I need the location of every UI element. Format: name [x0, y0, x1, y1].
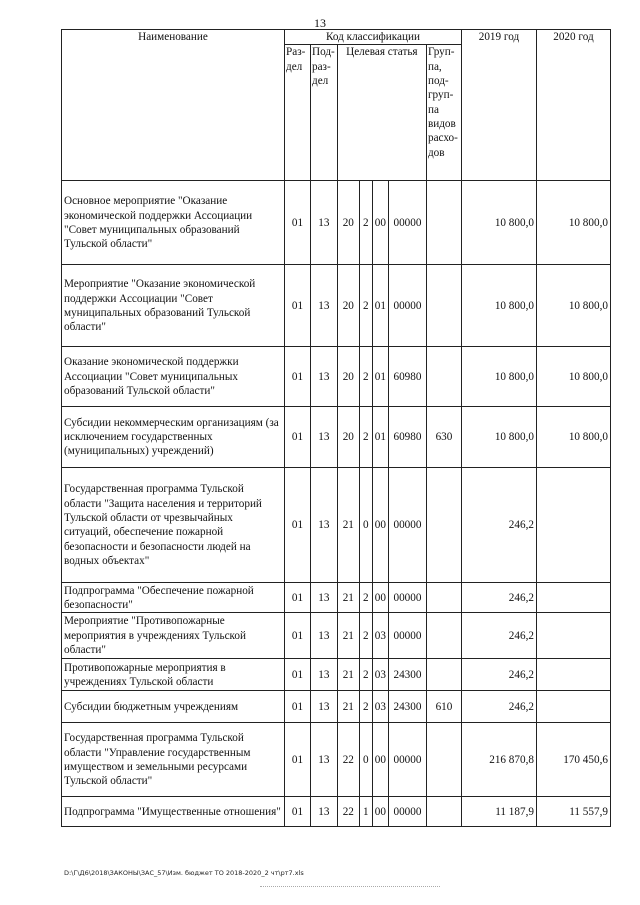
cell-event: 03 — [372, 659, 388, 691]
cell-podrazdel: 13 — [311, 181, 338, 265]
cell-event: 00 — [372, 723, 388, 797]
cell-event: 01 — [372, 347, 388, 407]
cell-2019: 246,2 — [461, 613, 536, 659]
cell-razdel: 01 — [285, 583, 311, 613]
cell-expense-group: 610 — [426, 691, 461, 723]
cell-2020: 170 450,6 — [536, 723, 610, 797]
cell-expense-group: 630 — [426, 407, 461, 468]
cell-razdel: 01 — [285, 468, 311, 583]
cell-2019: 10 800,0 — [461, 347, 536, 407]
row-name: Подпрограмма "Обеспечение пожарной безопасности" — [62, 583, 285, 613]
table-row — [62, 347, 611, 407]
cell-podrazdel: 13 — [311, 583, 338, 613]
cell-program: 22 — [337, 723, 359, 797]
cell-2020: 10 800,0 — [536, 347, 610, 407]
cell-event: 00 — [372, 181, 388, 265]
cell-razdel: 01 — [285, 407, 311, 468]
page-number: 13 — [314, 16, 326, 30]
cell-subprogram: 2 — [359, 265, 372, 347]
cell-podrazdel: 13 — [311, 265, 338, 347]
cell-subprogram: 2 — [359, 407, 372, 468]
cell-direction: 00000 — [388, 723, 426, 797]
cell-program: 21 — [337, 468, 359, 583]
row-name: Оказание экономической поддержки Ассоциации "Совет муниципальных образований Тульской области" — [62, 347, 285, 407]
cell-subprogram: 1 — [359, 797, 372, 827]
file-path-footer: D:\Г\Д6\2018\ЗАКОНЫ\ЗАС_57\Изм. бюджет ТО 2018-2020_2 чт\рт7.xls — [64, 869, 304, 877]
cell-subprogram: 2 — [359, 583, 372, 613]
cell-program: 20 — [337, 265, 359, 347]
cell-event: 01 — [372, 265, 388, 347]
table-row — [62, 181, 611, 265]
cell-expense-group — [426, 797, 461, 827]
cell-razdel: 01 — [285, 797, 311, 827]
cell-program: 20 — [337, 347, 359, 407]
cell-program: 22 — [337, 797, 359, 827]
cell-subprogram: 0 — [359, 723, 372, 797]
cell-podrazdel: 13 — [311, 468, 338, 583]
row-name: Мероприятие "Оказание экономической поддержки Ассоциации "Совет муниципальных образований Тульской области" — [62, 265, 285, 347]
header-2020: 2020 год — [536, 30, 610, 181]
cell-podrazdel: 13 — [311, 613, 338, 659]
cell-event: 00 — [372, 468, 388, 583]
table-row — [62, 659, 611, 691]
cell-direction: 00000 — [388, 468, 426, 583]
cell-program: 20 — [337, 181, 359, 265]
table-row — [62, 723, 611, 797]
cell-2019: 216 870,8 — [461, 723, 536, 797]
cell-direction: 60980 — [388, 347, 426, 407]
header-code: Код классификации — [285, 30, 462, 45]
cell-2019: 246,2 — [461, 468, 536, 583]
cell-2020: 10 800,0 — [536, 407, 610, 468]
row-name: Подпрограмма "Имущественные отношения" — [62, 797, 285, 827]
cell-expense-group — [426, 181, 461, 265]
cell-subprogram: 2 — [359, 691, 372, 723]
cell-razdel: 01 — [285, 723, 311, 797]
cell-2020 — [536, 659, 610, 691]
cell-2020 — [536, 583, 610, 613]
cell-direction: 00000 — [388, 583, 426, 613]
cell-2019: 11 187,9 — [461, 797, 536, 827]
cell-direction: 60980 — [388, 407, 426, 468]
cell-podrazdel: 13 — [311, 407, 338, 468]
cell-subprogram: 0 — [359, 468, 372, 583]
cell-2019: 246,2 — [461, 659, 536, 691]
cell-program: 21 — [337, 613, 359, 659]
cell-expense-group — [426, 265, 461, 347]
cell-razdel: 01 — [285, 691, 311, 723]
cell-direction: 24300 — [388, 659, 426, 691]
cell-podrazdel: 13 — [311, 797, 338, 827]
cell-2020 — [536, 613, 610, 659]
cell-razdel: 01 — [285, 659, 311, 691]
cell-direction: 24300 — [388, 691, 426, 723]
cell-program: 20 — [337, 407, 359, 468]
cell-2020 — [536, 691, 610, 723]
row-name: Противопожарные мероприятия в учреждениях Тульской области — [62, 659, 285, 691]
cell-subprogram: 2 — [359, 613, 372, 659]
row-name: Государственная программа Тульской области "Защита населения и территорий Тульской области от чрезвычайных ситуаций, обеспечение пожарной безопасности и безопасности людей на водных объектах" — [62, 468, 285, 583]
cell-event: 00 — [372, 583, 388, 613]
cell-event: 03 — [372, 613, 388, 659]
cell-direction: 00000 — [388, 613, 426, 659]
table-row — [62, 583, 611, 613]
table-row — [62, 265, 611, 347]
table-row — [62, 797, 611, 827]
cell-2019: 10 800,0 — [461, 265, 536, 347]
cell-event: 00 — [372, 797, 388, 827]
cell-razdel: 01 — [285, 181, 311, 265]
cell-2020 — [536, 468, 610, 583]
row-name: Субсидии некоммерческим организациям (за исключением государственных (муниципальных) учреждений) — [62, 407, 285, 468]
cell-2019: 246,2 — [461, 583, 536, 613]
table-row — [62, 613, 611, 659]
cell-event: 01 — [372, 407, 388, 468]
row-name: Мероприятие "Противопожарные мероприятия в учреждениях Тульской области" — [62, 613, 285, 659]
cell-podrazdel: 13 — [311, 347, 338, 407]
cell-program: 21 — [337, 691, 359, 723]
cell-expense-group — [426, 613, 461, 659]
cell-subprogram: 2 — [359, 659, 372, 691]
table-row — [62, 468, 611, 583]
budget-table — [61, 29, 611, 827]
cell-direction: 00000 — [388, 265, 426, 347]
cell-2020: 11 557,9 — [536, 797, 610, 827]
row-name: Основное мероприятие "Оказание экономической поддержки Ассоциации "Совет муниципальных образований Тульской области" — [62, 181, 285, 265]
table-row — [62, 407, 611, 468]
cell-2020: 10 800,0 — [536, 265, 610, 347]
table-row — [62, 691, 611, 723]
header-podrazdel: Под- раз- дел — [311, 45, 338, 181]
row-name: Субсидии бюджетным учреждениям — [62, 691, 285, 723]
cell-razdel: 01 — [285, 613, 311, 659]
cell-expense-group — [426, 468, 461, 583]
cell-expense-group — [426, 583, 461, 613]
header-2019: 2019 год — [461, 30, 536, 181]
cell-event: 03 — [372, 691, 388, 723]
cell-program: 21 — [337, 583, 359, 613]
header-name: Наименование — [62, 30, 285, 181]
cell-2020: 10 800,0 — [536, 181, 610, 265]
cell-direction: 00000 — [388, 797, 426, 827]
cell-2019: 246,2 — [461, 691, 536, 723]
header-target: Целевая статья — [337, 45, 426, 181]
cell-program: 21 — [337, 659, 359, 691]
table-body — [62, 181, 611, 827]
cell-subprogram: 2 — [359, 347, 372, 407]
cell-subprogram: 2 — [359, 181, 372, 265]
cell-podrazdel: 13 — [311, 659, 338, 691]
cell-expense-group — [426, 659, 461, 691]
cell-expense-group — [426, 723, 461, 797]
cell-razdel: 01 — [285, 347, 311, 407]
cell-podrazdel: 13 — [311, 691, 338, 723]
cell-2019: 10 800,0 — [461, 407, 536, 468]
cell-podrazdel: 13 — [311, 723, 338, 797]
cell-direction: 00000 — [388, 181, 426, 265]
header-group: Груп- па, под- груп- па видов расхо- дов — [426, 45, 461, 181]
cell-2019: 10 800,0 — [461, 181, 536, 265]
cell-expense-group — [426, 347, 461, 407]
scan-artifact-line — [260, 886, 440, 889]
cell-razdel: 01 — [285, 265, 311, 347]
row-name: Государственная программа Тульской области "Управление государственным имуществом и земельными ресурсами Тульской области" — [62, 723, 285, 797]
header-razdel: Раз- дел — [285, 45, 311, 181]
